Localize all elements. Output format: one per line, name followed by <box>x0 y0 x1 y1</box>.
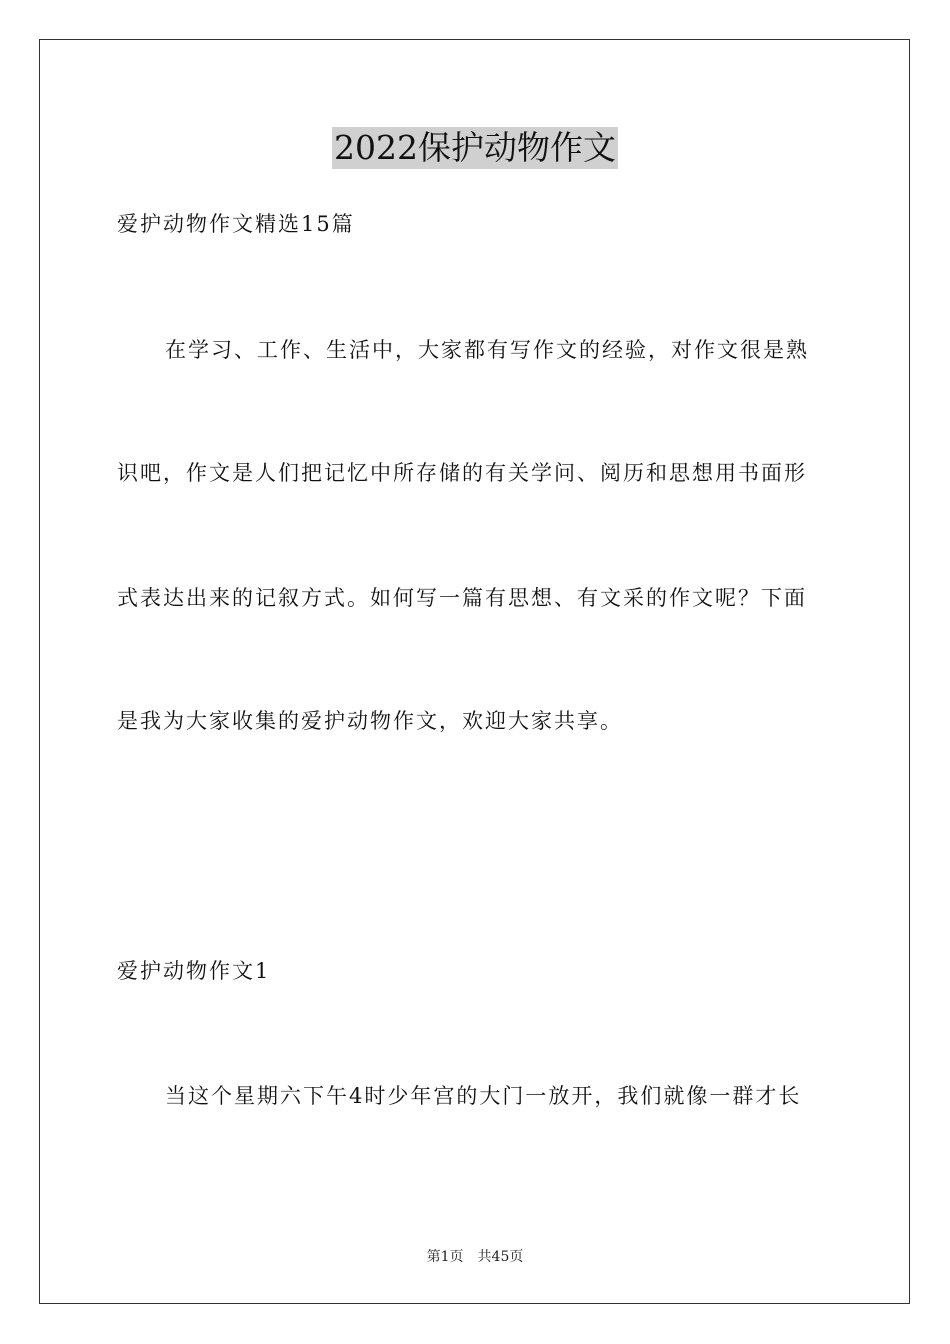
document-title: 2022保护动物作文 <box>334 128 616 167</box>
intro-paragraph-line: 式表达出来的记叙方式。如何写一篇有思想、有文采的作文呢？下面 <box>117 586 807 610</box>
section-heading: 爱护动物作文1 <box>117 959 271 983</box>
intro-paragraph-line: 识吧，作文是人们把记忆中所存储的有关学问、阅历和思想用书面形 <box>117 461 807 485</box>
document-subtitle: 爱护动物作文精选15篇 <box>117 212 355 236</box>
intro-paragraph-line: 在学习、工作、生活中，大家都有写作文的经验，对作文很是熟 <box>165 338 809 362</box>
document-title-container <box>0 127 950 175</box>
page-footer: 第1页 共45页 <box>426 1249 524 1265</box>
intro-paragraph-line: 是我为大家收集的爱护动物作文，欢迎大家共享。 <box>117 709 623 733</box>
section-paragraph-line: 当这个星期六下午4时少年宫的大门一放开，我们就像一群才长 <box>165 1084 802 1108</box>
